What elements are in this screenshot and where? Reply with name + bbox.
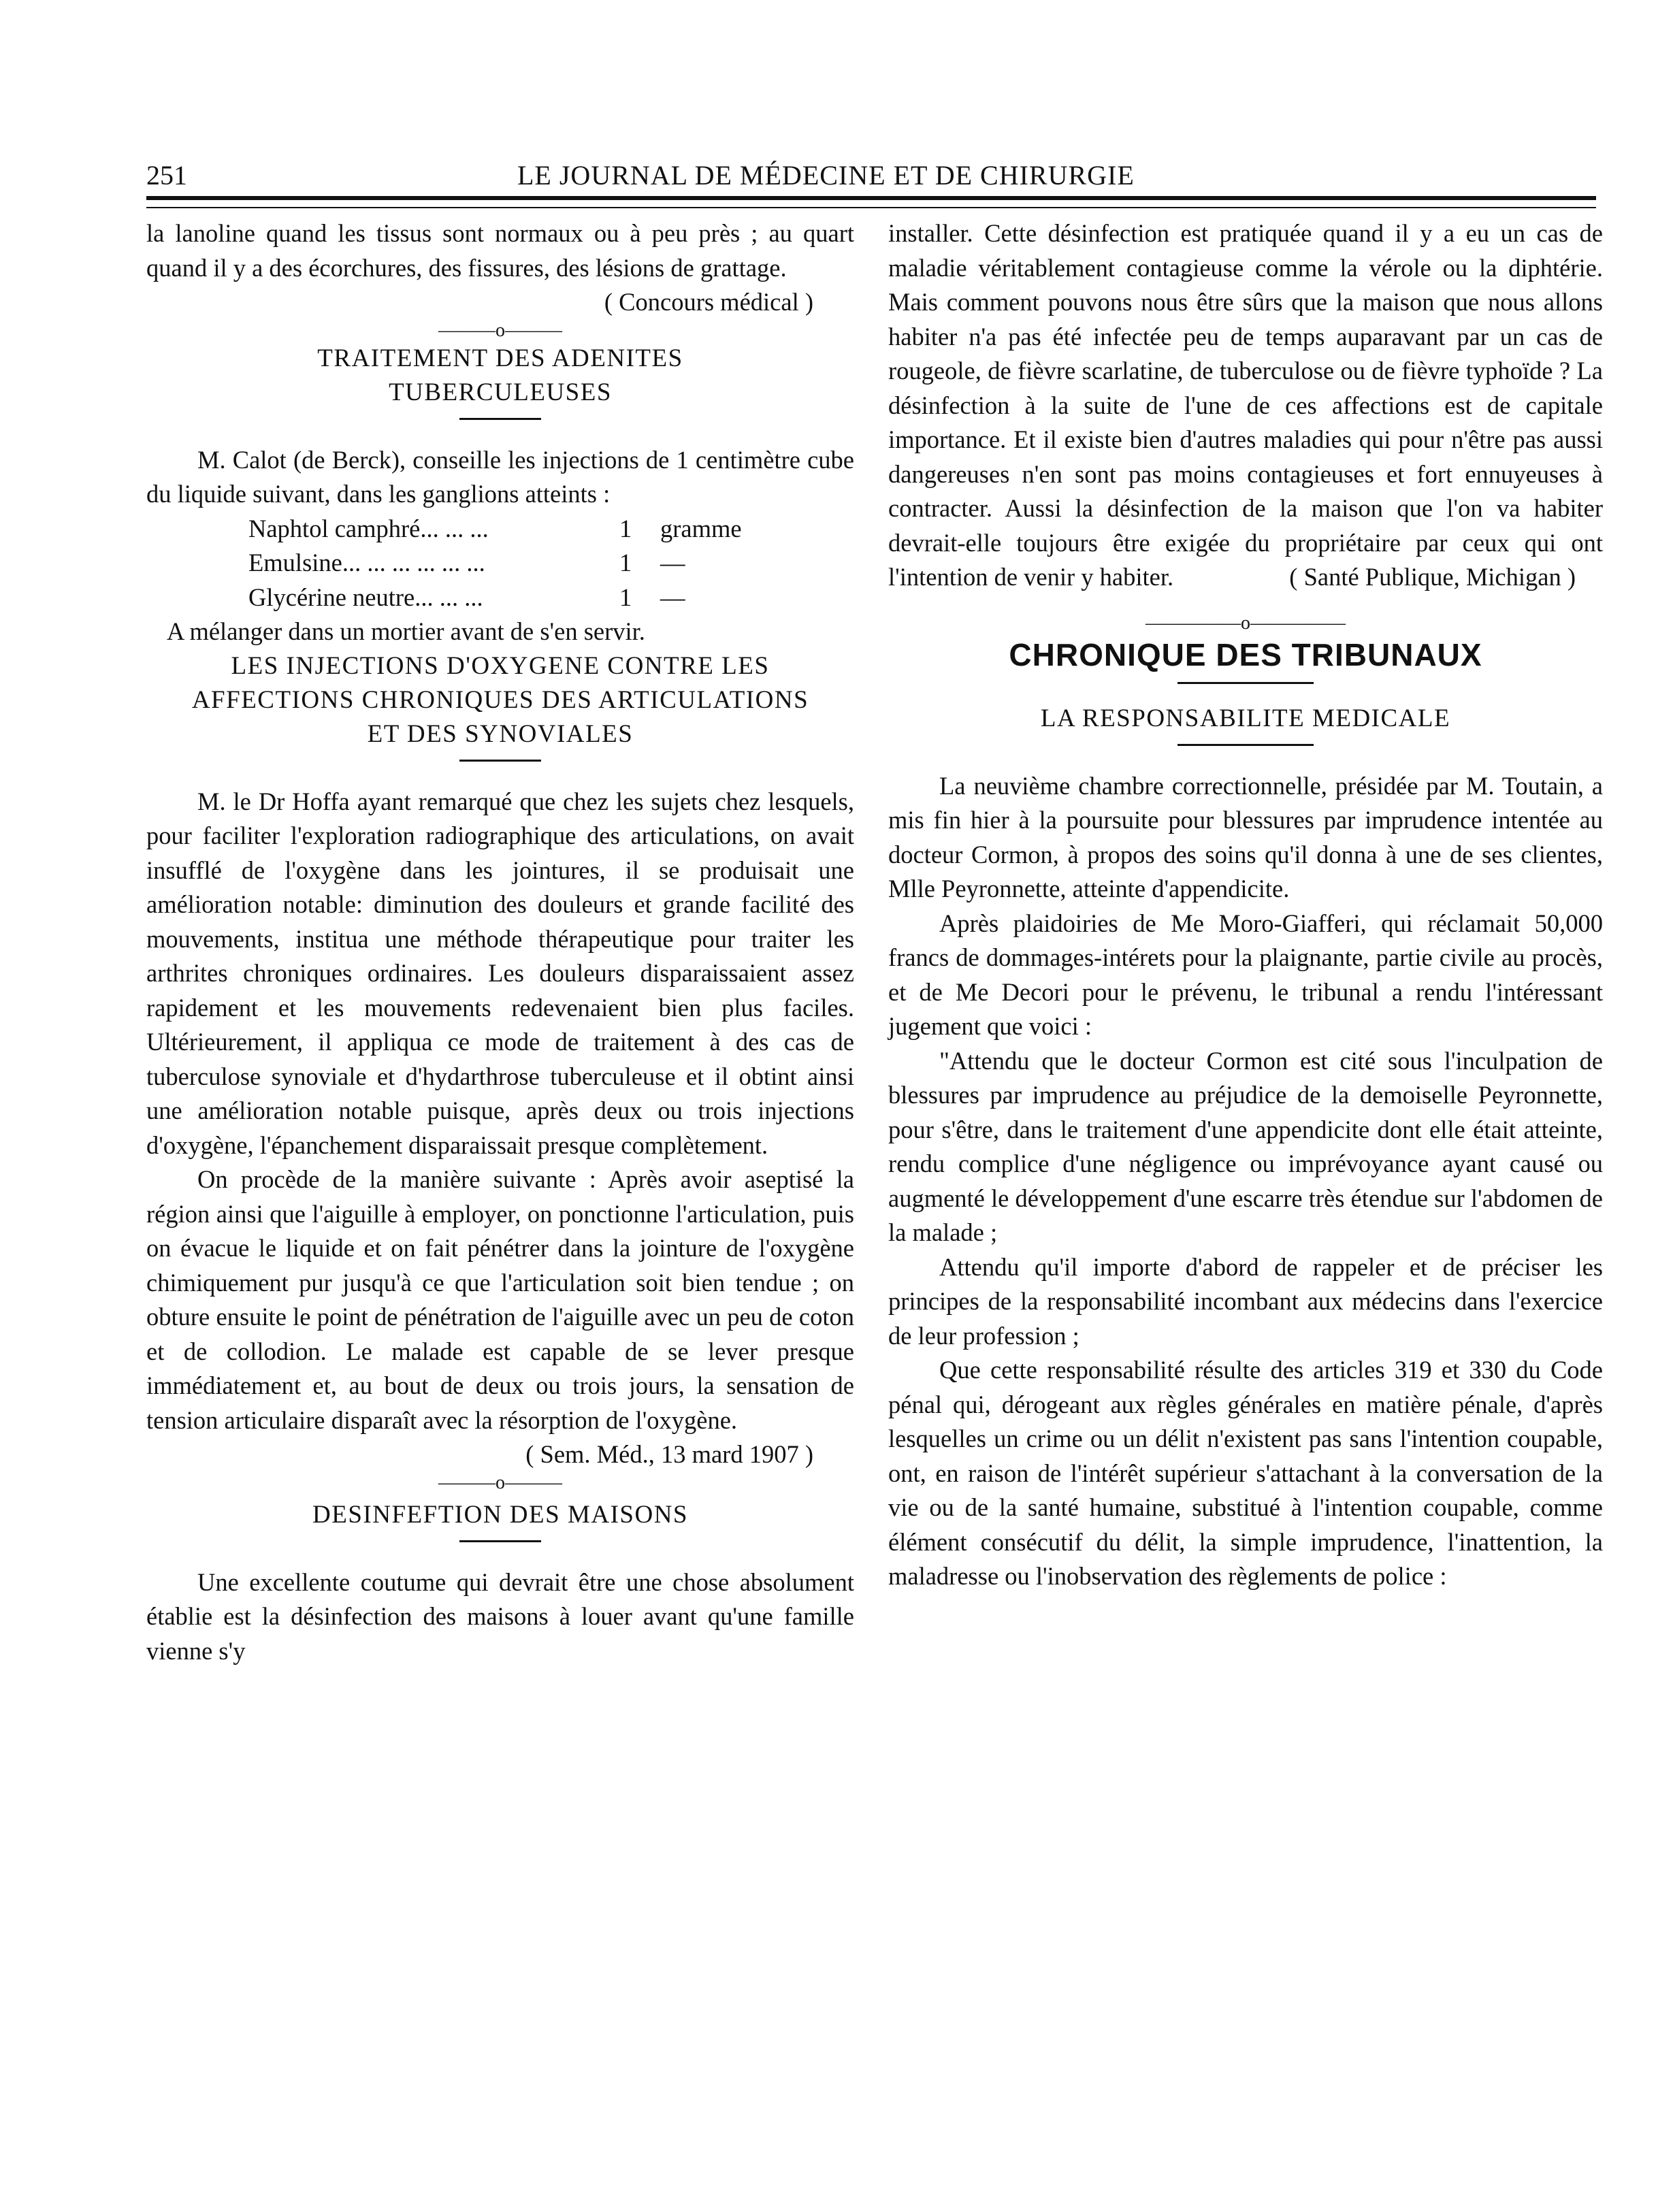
recipe-qty: 1 [619, 583, 632, 611]
article-paragraph: Attendu qu'il importe d'abord de rappeler et de préciser les principes de la responsabilité incombant aux médecins dans l'exercice de leur profession ; [888, 1252, 1603, 1350]
intro-paragraph: la lanoline quand les tissus sont normaux ou à peu près ; au quart quand il y a des écorchures, des fissures, des lésions de grattage. [146, 219, 854, 282]
recipe-row [248, 546, 854, 581]
recipe-item: Glycérine neutre... ... ... [248, 583, 483, 611]
heading-rule [459, 418, 541, 420]
heading-rule [1177, 744, 1314, 746]
recipe-table [248, 512, 854, 615]
article-heading: TRAITEMENT DES ADENITES TUBERCULEUSES [317, 344, 683, 406]
recipe-row [248, 581, 854, 615]
article-paragraph: La neuvième chambre correctionnelle, présidée par M. Toutain, a mis fin hier à la poursuite pour blessures par imprudence intentée au docteur Cormon, à propos des soins qu'il donna à une de ses clientes, Mlle Peyronnette, atteinte d'appendicite. [888, 771, 1603, 902]
page-header [146, 155, 1586, 196]
section-divider: ———o——— [438, 319, 562, 341]
source-citation: ( Concours médical ) [604, 288, 813, 316]
heading-rule [459, 1540, 541, 1542]
article-paragraph: Que cette responsabilité résulte des articles 319 et 330 du Code pénal qui, dérogeant aux règles générales en matière pénale, d'après lesquelles un crime ou un délit n'existent pas sans l'intention coupable, ont, en raison de l'intérêt supérieur s'attachant à la conversation de la vie ou de la santé humaine, substitué à l'intention coupable, comme élément consécutif du délit, la simple imprudence, l'inattention, la maladresse ou l'inobservation des règlements de police : [888, 1356, 1603, 1590]
right-column [888, 216, 1603, 1594]
left-column [146, 216, 854, 1668]
article-paragraph: "Attendu que le docteur Cormon est cité sous l'inculpation de blessures par imprudence au préjudice de la demoiselle Peyronnette, pour s'être, dans le traitement d'une appendicite dont elle était atteinte, rendu complice d'une négligence ou imprévoyance ayant causé ou augmenté le développement d'une escarre très étendue sur l'abdomen de la malade ; [888, 1046, 1603, 1246]
article-paragraph: On procède de la manière suivante : Après avoir aseptisé la région ainsi que l'aiguille à employer, on ponctionne l'articulation, puis on évacue le liquide et on fait pénétrer dans la jointure de l'oxygène chimiquement pur jusqu'à ce que l'articulation soit bien tendue ; on obture ensuite le point de pénétration de l'aiguille avec un peu de coton et de collodion. Le malade est capable de se lever presque immédiatement et, au bout de deux ou trois jours, la sensation de tension articulaire disparaît avec la résorption de l'oxygène. [146, 1165, 854, 1434]
article-paragraph: A mélanger dans un mortier avant de s'en servir. [167, 617, 645, 645]
article-heading: LA RESPONSABILITE MEDICALE [1040, 704, 1451, 732]
recipe-qty: 1 [619, 514, 632, 542]
running-title: LE JOURNAL DE MÉDECINE ET DE CHIRURGIE [517, 160, 1135, 191]
heading-rule [459, 760, 541, 762]
source-citation: ( Sem. Méd., 13 mard 1907 ) [525, 1440, 813, 1468]
section-title-rule [1177, 682, 1314, 684]
page-number: 251 [146, 160, 187, 191]
article-paragraph: M. le Dr Hoffa ayant remarqué que chez les sujets chez lesquels, pour faciliter l'exploration radiographique des articulations, on avait insufflé de l'oxygène dans les jointures, il se produisait une amélioration notable: diminution des douleurs et grande facilité des mouvements, institua une méthode thérapeutique pour traiter les arthrites chroniques ordinaires. Les douleurs disparaissaient assez rapidement et les mouvements redevenaient bien plus faciles. Ultérieurement, il appliqua ce mode de traitement à des cas de tuberculose synoviale et d'hydarthrose tuberculeuse et il obtint ainsi une amélioration notable puisque, après deux ou trois injections d'oxygène, l'épanchement disparaissait presque complètement. [146, 787, 854, 1159]
source-citation: ( Santé Publique, Michigan ) [1289, 563, 1576, 591]
recipe-item: Naphtol camphré... ... ... [248, 514, 489, 542]
continued-paragraph: installer. Cette désinfection est pratiquée quand il y a eu un cas de maladie véritablement contagieuse comme la vérole ou la diphtérie. Mais comment pouvons nous être sûrs que la maison que nous allons habiter n'a pas été infectée peu de temps auparavant par un cas de rougeole, de fièvre scarlatine, de tuberculose ou de fièvre typhoïde ? La désinfection à la suite de l'une de ces affections est de capitale importance. Et il existe bien d'autres maladies qui pour n'être pas aussi dangereuses n'en sont pas moins contagieuses et fort ennuyeuses à contracter. Aussi la désinfection de la maison que l'on va habiter devrait-elle toujours être exigée du propriétaire par ceux qui ont l'intention de venir y habiter. [888, 219, 1603, 591]
recipe-item: Emulsine... ... ... ... ... ... [248, 549, 485, 576]
section-divider: ———o——— [438, 1471, 562, 1493]
article-heading: DESINFEFTION DES MAISONS [312, 1500, 688, 1529]
recipe-qty: 1 [619, 549, 632, 576]
recipe-unit: — [660, 549, 685, 576]
article-paragraph: Après plaidoiries de Me Moro-Giafferi, qui réclamait 50,000 francs de dommages-intérets pour la plaignante, partie civile au procès, et de Me Decori pour le prévenu, le tribunal a rendu l'intéressant jugement que voici : [888, 909, 1603, 1040]
recipe-row [248, 512, 854, 547]
section-divider: —————o————— [1146, 612, 1346, 634]
recipe-unit: gramme [660, 514, 742, 542]
article-paragraph: M. Calot (de Berck), conseille les injections de 1 centimètre cube du liquide suivant, dans les ganglions atteints : [146, 445, 854, 508]
recipe-unit: — [660, 583, 685, 611]
article-paragraph: Une excellente coutume qui devrait être une chose absolument établie est la désinfection des maisons à louer avant qu'une famille vienne s'y [146, 1567, 854, 1665]
section-title: CHRONIQUE DES TRIBUNAUX [1009, 636, 1482, 672]
article-heading: LES INJECTIONS D'OXYGENE CONTRE LES AFFECTIONS CHRONIQUES DES ARTICULATIONS ET DES SYNOVIALES [191, 651, 809, 748]
header-rule [146, 196, 1596, 208]
